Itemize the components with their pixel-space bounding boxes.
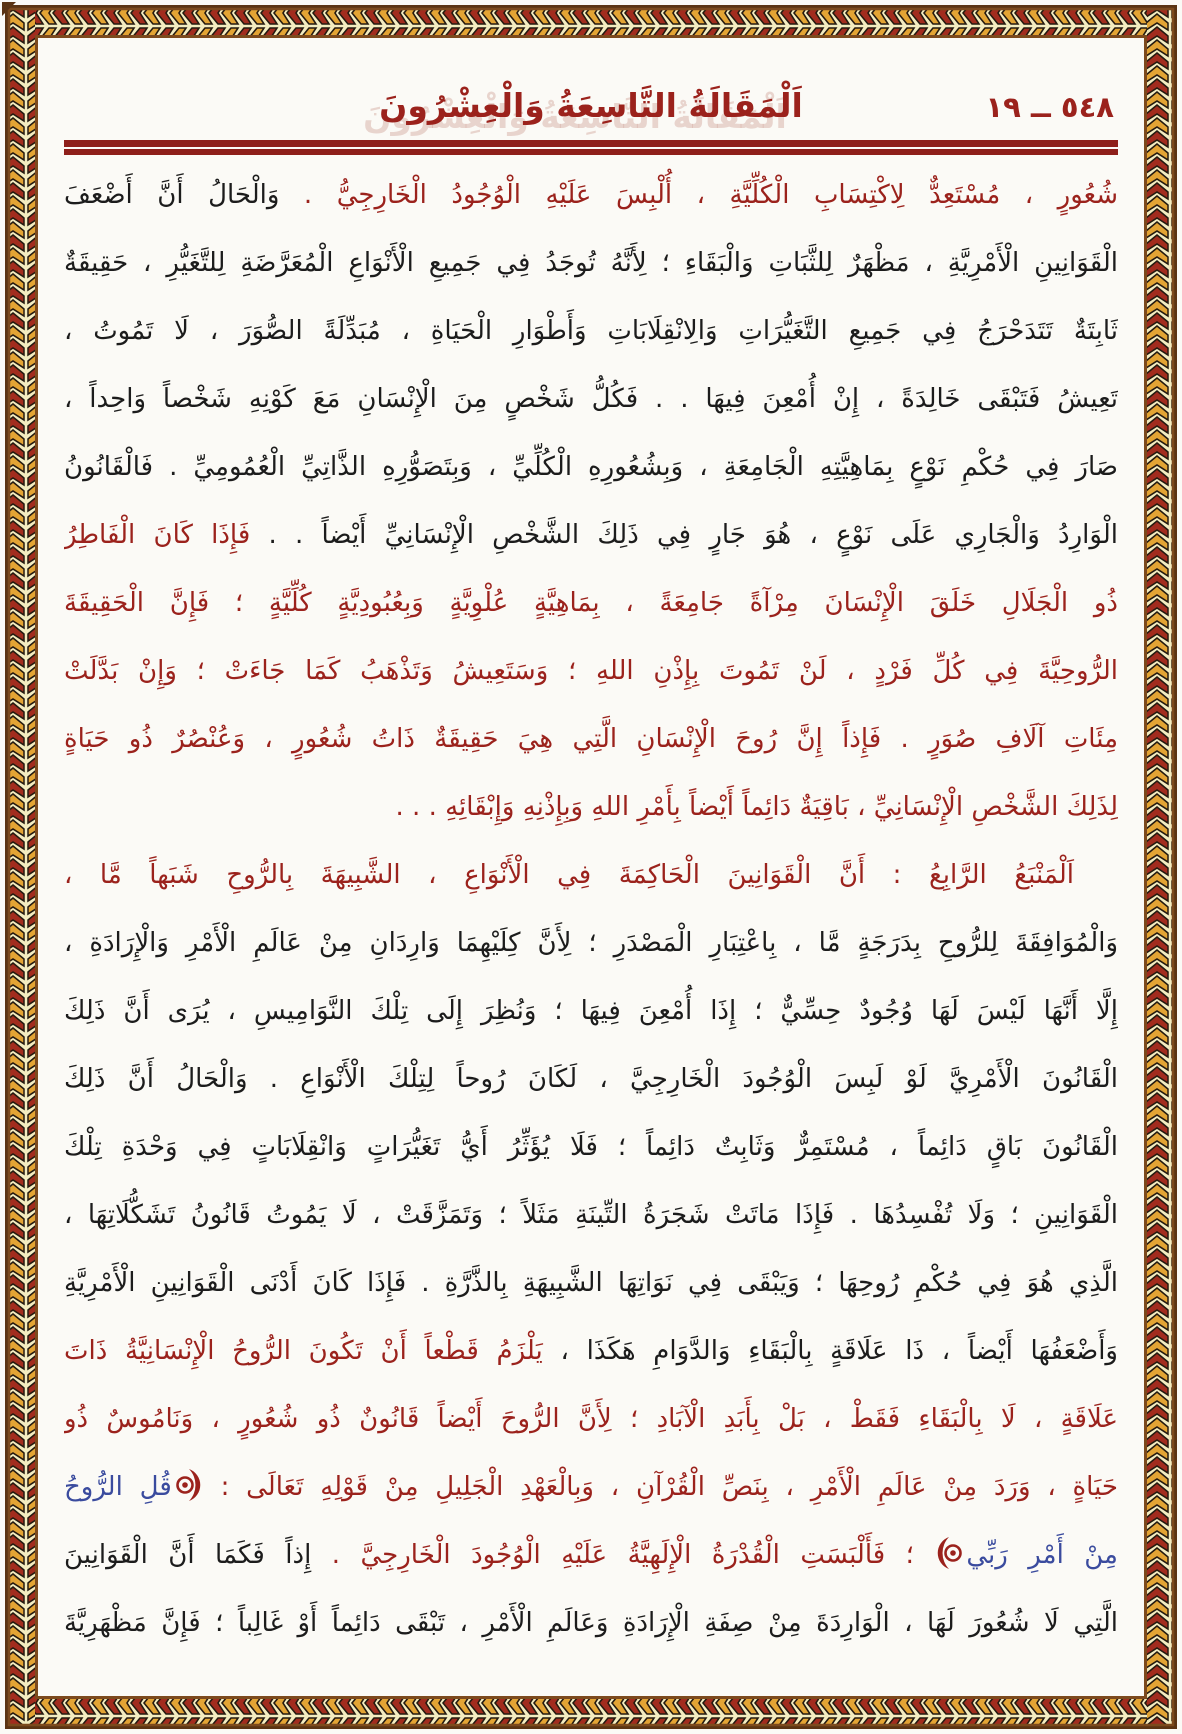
text-segment: وَأَضْعَفُهَا أَيْضاً ، ذَا عَلَاقَةٍ بِالْبَقَاءِ وَالدَّوَامِ هَكَذَا ، (542, 1336, 1118, 1366)
text-line (64, 637, 1118, 705)
text-line (64, 1589, 1118, 1657)
text-segment: الَّتِي لَا شُعُورَ لَهَا ، الْوَارِدَةَ مِنْ صِفَةِ الْإِرَادَةِ وَعَالَمِ الْأَمْرِ ، تَبْقَى دَائِماً أَوْ غَالِباً ؛ فَإِنَّ مَظْهَرِيَّةَ (64, 1608, 1118, 1638)
text-segment: الَّذِي هُوَ فِي حُكْمِ رُوحِهَا ؛ وَيَبْقَى فِي نَوَاتِهَا الشَّبِيهَةِ بِالذَّرَّةِ . فَإِذَا كَانَ أَدْنَى الْقَوَانِينِ الْأَمْرِيَّةِ (64, 1268, 1118, 1298)
page-title: اَلْمَقَالَةُ التَّاسِعَةُ وَالْعِشْرُونَ (379, 86, 803, 125)
text-segment: اَلْمَنْبَعُ الرَّابِعُ : أَنَّ الْقَوَانِينَ الْحَاكِمَةَ فِي الْأَنْوَاعِ ، الشَّبِيهَةَ بِالرُّوحِ شَبَهاً مَّا ، (64, 860, 1074, 890)
text-segment: يَلْزَمُ قَطْعاً أَنْ تَكُونَ الرُّوحُ الْإِنْسَانِيَّةُ ذَاتَ (64, 1336, 543, 1366)
text-segment: الْقَانُونَ الْأَمْرِيَّ لَوْ لَبِسَ الْوُجُودَ الْخَارِجِيَّ ، لَكَانَ رُوحاً لِتِلْكَ الْأَنْوَاعِ . وَالْحَالُ أَنَّ ذَلِكَ (64, 1064, 1118, 1094)
text-segment: حَيَاةٍ ، وَرَدَ مِنْ عَالَمِ الْأَمْرِ ، بِنَصِّ الْقُرْآنِ ، وَبِالْعَهْدِ الْجَلِيلِ مِنْ قَوْلِهِ تَعَالَى : (203, 1472, 1118, 1502)
text-segment: وَالْحَالُ أَنَّ أَضْعَفَ (64, 180, 280, 210)
text-segment: إِلَّا أَنَّهَا لَيْسَ لَهَا وُجُودٌ حِسِّيٌّ ؛ إِذَا أُمْعِنَ فِيهَا ؛ وَنُظِرَ إِلَى تِلْكَ النَّوَامِيسِ ، يُرَى أَنَّ ذَلِكَ (64, 996, 1118, 1026)
text-segment: الْقَوَانِينِ ؛ وَلَا تُفْسِدُهَا . فَإِذَا مَاتَتْ شَجَرَةُ التِّينَةِ مَثَلاً ؛ وَتَمَزَّقَتْ ، لَا يَمُوتُ قَانُونُ تَشَكُّلَاتِهَا ، (64, 1200, 1118, 1230)
text-segment: الرُّوحِيَّةَ فِي كُلِّ فَرْدٍ ، لَنْ تَمُوتَ بِإِذْنِ اللهِ ؛ وَسَتَعِيشُ وَتَذْهَبُ كَمَا جَاءَتْ ؛ وَإِنْ بَدَّلَتْ (64, 656, 1118, 686)
quran-open-bracket-icon (175, 1460, 201, 1521)
text-segment: مِئَاتِ آلَافِ صُوَرٍ . فَإِذاً إِنَّ رُوحَ الْإِنْسَانِ الَّتِي هِيَ حَقِيقَةٌ ذَاتُ شُعُورٍ ، وَعُنْصُرٌ ذُو حَيَاةٍ (64, 724, 1118, 754)
text-line (64, 161, 1118, 229)
text-segment: إِذاً فَكَمَا أَنَّ الْقَوَانِينَ (64, 1540, 312, 1570)
quran-close-bracket-icon (937, 1528, 963, 1589)
text-line (64, 705, 1118, 773)
text-line (64, 909, 1118, 977)
text-segment: مِنْ أَمْرِ رَبِّي (966, 1540, 1118, 1570)
text-segment: ذُو الْجَلَالِ خَلَقَ الْإِنْسَانَ مِرْآةً جَامِعَةً ، بِمَاهِيَّةٍ عُلْوِيَّةٍ وَبِعُبُودِيَّةٍ كُلِّيَّةٍ ؛ فَإِنَّ الْحَقِيقَةَ (64, 588, 1118, 618)
text-segment: وَالْمُوَافِقَةَ لِلرُّوحِ بِدَرَجَةٍ مَّا ، بِاعْتِبَارِ الْمَصْدَرِ ؛ لِأَنَّ كِلَيْهِمَا وَارِدَانِ مِنْ عَالَمِ الْأَمْرِ وَالْإِرَادَةِ ، (64, 928, 1118, 958)
text-line (64, 501, 1118, 569)
text-line (64, 977, 1118, 1045)
text-line (64, 1521, 1118, 1589)
text-line (64, 1045, 1118, 1113)
text-segment: شُعُورٍ ، مُسْتَعِدٌّ لِاكْتِسَابِ الْكُلِّيَّةِ ، أُلْبِسَ عَلَيْهِ الْوُجُودُ الْخَارِجِيُّ . (279, 180, 1118, 210)
text-segment: الْقَانُونَ بَاقٍ دَائِماً ، مُسْتَمِرٌّ وَثَابِتٌ دَائِماً ؛ فَلَا يُؤَثِّرُ أَيُّ تَغَيُّرَاتٍ وَانْقِلَابَاتٍ فِي وَحْدَةِ تِلْكَ (64, 1132, 1118, 1162)
text-line (64, 433, 1118, 501)
page-number: ٥٤٨ ــ ١٩ (985, 90, 1114, 124)
text-line (64, 365, 1118, 433)
text-segment: عَلَاقَةٍ ، لَا بِالْبَقَاءِ فَقَطْ ، بَلْ بِأَبَدِ الْآبَادِ ؛ لِأَنَّ الرُّوحَ أَيْضاً قَانُونٌ ذُو شُعُورٍ ، وَنَامُوسٌ ذُو (64, 1404, 1118, 1434)
text-line (64, 1317, 1118, 1385)
page-content (64, 0, 1118, 1657)
page-header (64, 0, 1118, 155)
text-segment: ثَابِتَةٌ تَتَدَحْرَجُ فِي جَمِيعِ التَّغَيُّرَاتِ وَالِانْقِلَابَاتِ وَأَطْوَارِ الْحَيَاةِ ، مُبَدِّلَةً الصُّوَرَ ، لَا تَمُوتُ ، (64, 316, 1118, 346)
text-line (64, 1181, 1118, 1249)
text-line (64, 229, 1118, 297)
text-segment: لِذَلِكَ الشَّخْصِ الْإِنْسَانِيِّ ، بَاقِيَةٌ دَائِماً أَيْضاً بِأَمْرِ اللهِ وَبِإِذْنِهِ وَإِبْقَائِهِ . . . (395, 792, 1118, 822)
header-divider (64, 140, 1118, 155)
text-line (64, 569, 1118, 637)
body-text (64, 161, 1118, 1657)
text-segment: قُلِ الرُّوحُ (64, 1472, 172, 1502)
text-segment: الْوَارِدُ وَالْجَارِي عَلَى نَوْعٍ ، هُوَ جَارٍ فِي ذَلِكَ الشَّخْصِ الْإِنْسَانِيِّ أَيْضاً . . (250, 520, 1118, 550)
text-line (64, 297, 1118, 365)
text-line (64, 841, 1118, 909)
text-line (64, 1249, 1118, 1317)
text-segment: تَعِيشُ فَتَبْقَى خَالِدَةً ، إِنْ أُمْعِنَ فِيهَا . . فَكُلُّ شَخْصٍ مِنَ الْإِنْسَانِ مَعَ كَوْنِهِ شَخْصاً وَاحِداً ، (64, 384, 1118, 414)
text-segment: الْقَوَانِينِ الْأَمْرِيَّةِ ، مَظْهَرٌ لِلثَّبَاتِ وَالْبَقَاءِ ؛ لِأَنَّهُ تُوجَدُ فِي جَمِيعِ الْأَنْوَاعِ الْمُعَرَّضَةِ لِلتَّغَيُّرِ ، حَقِيقَةٌ (64, 248, 1118, 278)
text-line (64, 1453, 1118, 1521)
text-line (64, 1113, 1118, 1181)
text-line (64, 1385, 1118, 1453)
text-segment: فَإِذَا كَانَ الْفَاطِرُ (64, 520, 251, 550)
text-line (64, 773, 1118, 841)
text-segment: صَارَ فِي حُكْمِ نَوْعٍ بِمَاهِيَّتِهِ الْجَامِعَةِ ، وَبِشُعُورِهِ الْكُلِّيِّ ، وَبِتَصَوُّرِهِ الذَّاتِيِّ الْعُمُومِيِّ . فَالْقَانُونُ (64, 452, 1118, 482)
text-segment: ؛ فَأَلْبَسَتِ الْقُدْرَةُ الْإِلَهِيَّةُ عَلَيْهِ الْوُجُودَ الْخَارِجِيَّ . (311, 1540, 935, 1570)
